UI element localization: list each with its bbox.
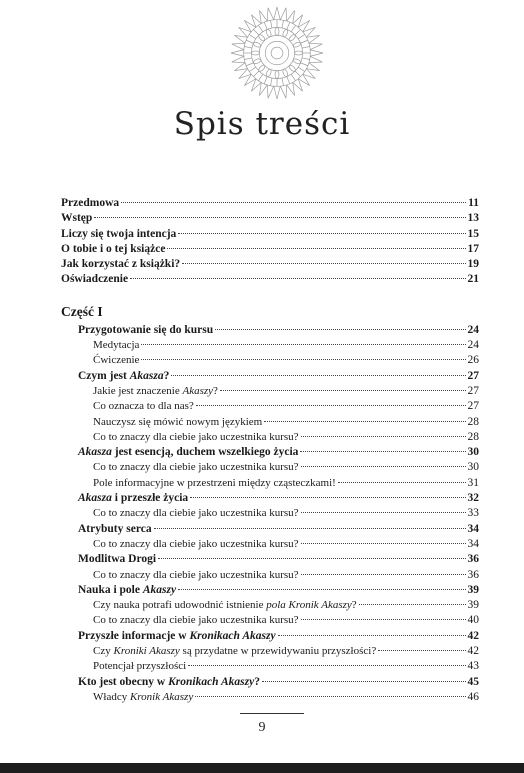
toc-page-number: 27: [467, 369, 479, 382]
toc-entry-label: [78, 369, 169, 384]
dot-leader: [130, 268, 465, 279]
toc-entry-text: Modlitwa Drogi: [78, 553, 157, 566]
toc-entry-label: [93, 659, 186, 674]
dot-leader: [171, 365, 465, 376]
toc-entry-text: O tobie i o tej książce: [61, 242, 166, 255]
toc-entry-label: [78, 445, 298, 460]
toc-entry-text: Przygotowanie się do kursu: [78, 323, 214, 336]
toc-entry-text: Co oznacza to dla nas?: [93, 400, 194, 413]
toc-entry-label: [93, 353, 139, 368]
toc-entry-text: i przeszłe życia: [111, 492, 189, 505]
toc-page-number: 34: [467, 537, 479, 550]
toc-entry-text: Kronik Akaszy: [129, 690, 194, 703]
toc-entry-label: [61, 211, 92, 226]
toc-page-number: 24: [467, 323, 479, 336]
dot-leader: [182, 253, 465, 264]
dot-leader: [188, 655, 465, 666]
dot-leader: [278, 625, 466, 636]
toc-entry: [61, 271, 479, 286]
bottom-edge-band: [0, 763, 524, 773]
toc-page-number: 39: [467, 583, 479, 596]
toc-page-number: 27: [467, 384, 479, 397]
toc-entry-text: Czy nauka potrafi udowodnić istnienie: [93, 599, 267, 612]
toc-page-number: 46: [467, 690, 479, 703]
toc-entry-label: [78, 491, 188, 506]
dot-leader: [262, 671, 466, 682]
toc-entry-label: [78, 629, 276, 644]
toc-entry-label: [61, 242, 165, 257]
toc-entry-label: [61, 227, 176, 242]
toc-entry-text: jest esencją, duchem wszelkiego życia: [111, 446, 299, 459]
toc-page-number: 42: [467, 645, 479, 658]
toc-page-number: 28: [467, 415, 479, 428]
toc-entry-text: Jakie jest znaczenie: [93, 384, 183, 397]
toc-entry-text: ?: [254, 675, 260, 688]
dot-leader: [94, 207, 465, 218]
dot-leader: [338, 472, 466, 483]
toc-page-number: 40: [467, 614, 479, 627]
toc-page-number: 13: [467, 212, 479, 225]
toc-entry-label: [93, 338, 139, 353]
dot-leader: [264, 411, 465, 422]
dot-leader: [301, 564, 466, 575]
toc-page-number: 26: [467, 354, 479, 367]
dot-leader: [301, 609, 466, 620]
toc-entry-text: Potencjał przyszłości: [93, 660, 187, 673]
toc-entry-text: Co to znaczy dla ciebie jako uczestnika kursu?: [93, 568, 299, 581]
dot-leader: [195, 686, 465, 697]
toc-page-number: 30: [467, 461, 479, 474]
toc-page-number: 39: [467, 599, 479, 612]
dot-leader: [158, 548, 465, 559]
intro-entries: [61, 195, 479, 287]
dot-leader: [359, 594, 466, 605]
dot-leader: [121, 192, 466, 203]
dot-leader: [301, 502, 466, 513]
dot-leader: [301, 456, 466, 467]
dot-leader: [167, 238, 465, 249]
toc-entry-text: Kto jest obecny w: [78, 675, 169, 688]
dot-leader: [154, 518, 466, 529]
toc-entry: [61, 689, 479, 704]
toc-entry-text: Akasza: [129, 369, 164, 382]
toc-page-number: 33: [467, 507, 479, 520]
toc-page-number: 19: [467, 258, 479, 271]
toc-entry-label: [93, 613, 299, 628]
toc-entry-text: ?: [213, 384, 218, 397]
toc-entry-text: Co to znaczy dla ciebie jako uczestnika kursu?: [93, 461, 299, 474]
toc-entry-label: [93, 399, 194, 414]
toc-entry-label: [78, 583, 176, 598]
toc-page-number: 27: [467, 400, 479, 413]
dot-leader: [300, 441, 465, 452]
toc-entry-text: Akasza: [78, 492, 112, 505]
dot-leader: [378, 640, 465, 651]
toc-page-number: 32: [467, 492, 479, 505]
dot-leader: [141, 334, 465, 345]
toc-entry-text: Wstęp: [61, 212, 93, 225]
toc-entry-text: Atrybuty serca: [78, 522, 152, 535]
dot-leader: [196, 395, 466, 406]
toc-page-number: 15: [467, 227, 479, 240]
toc-entry-label: [61, 272, 128, 287]
dot-leader: [178, 223, 465, 234]
toc-entry-text: Jak korzystać z książki?: [61, 258, 181, 271]
table-of-contents: [61, 195, 479, 704]
toc-entry-label: [93, 415, 262, 430]
toc-entry-text: Ćwiczenie: [93, 354, 140, 367]
toc-entry-text: Przyszłe informacje w: [78, 629, 190, 642]
toc-entry-text: Liczy się twoja intencja: [61, 227, 177, 240]
toc-page-number: 21: [467, 273, 479, 286]
dot-leader: [190, 487, 465, 498]
dot-leader: [215, 319, 465, 330]
toc-entry-text: Władcy: [93, 690, 130, 703]
footer-divider: [240, 713, 304, 714]
toc-page-number: 17: [467, 242, 479, 255]
toc-page-number: 36: [467, 553, 479, 566]
toc-entry-text: Nauczysz się mówić nowym językiem: [93, 415, 263, 428]
toc-entry-text: Co to znaczy dla ciebie jako uczestnika kursu?: [93, 507, 299, 520]
toc-entry-text: Co to znaczy dla ciebie jako uczestnika kursu?: [93, 430, 299, 443]
page-number: 9: [258, 720, 266, 735]
toc-page-number: 45: [467, 675, 479, 688]
toc-entry-text: pola Kronik Akaszy: [266, 599, 352, 612]
toc-entry-text: Przedmowa: [61, 197, 120, 209]
mandala-icon: [228, 4, 326, 102]
toc-entry-text: Nauka i pole: [78, 583, 143, 596]
dot-leader: [178, 579, 465, 590]
toc-entry-text: Medytacja: [93, 339, 140, 352]
toc-page-number: 28: [467, 430, 479, 443]
toc-entry-text: Czy: [93, 645, 114, 658]
page-title: Spis treści: [173, 106, 351, 142]
toc-entry-text: Co to znaczy dla ciebie jako uczestnika kursu?: [93, 614, 299, 627]
toc-entry-text: ?: [351, 599, 357, 612]
toc-entry-label: [93, 690, 193, 705]
toc-entry-label: [78, 522, 152, 537]
toc-entry-text: Oświadczenie: [61, 273, 129, 286]
toc-entry-text: Co to znaczy dla ciebie jako uczestnika kursu?: [93, 537, 299, 550]
dot-leader: [301, 426, 466, 437]
toc-page-number: 42: [467, 629, 479, 642]
toc-page-number: 31: [467, 476, 479, 489]
toc-entry-text: są przydatne w przewidywaniu przyszłości?: [179, 645, 377, 658]
toc-entry-text: Akaszy: [142, 583, 177, 596]
toc-entry-label: [93, 430, 299, 445]
dot-leader: [141, 349, 465, 360]
toc-page-number: 43: [467, 660, 479, 673]
toc-page-number: 34: [467, 522, 479, 535]
toc-entry-label: [78, 552, 156, 567]
toc-page-number: 24: [467, 339, 479, 352]
toc-entry-text: Akaszy: [182, 384, 214, 397]
toc-entry-text: Kronikach Akaszy: [189, 629, 276, 642]
toc-entry-text: ?: [163, 369, 170, 382]
part-heading: Część I: [61, 303, 103, 319]
toc-entry-text: Kronikach Akaszy: [168, 675, 255, 688]
toc-page-number: 36: [467, 568, 479, 581]
toc-entry-text: Czym jest: [78, 369, 130, 382]
toc-entry-label: [93, 460, 299, 475]
toc-page-number: 11: [468, 197, 479, 209]
toc-entry-text: Akasza: [78, 446, 112, 459]
dot-leader: [220, 380, 466, 391]
toc-entry-text: Kroniki Akaszy: [113, 645, 180, 658]
toc-entry-text: Pole informacyjne w przestrzeni między cząsteczkami!: [93, 476, 336, 489]
toc-page-number: 30: [467, 446, 479, 459]
dot-leader: [301, 533, 466, 544]
part-entries: [61, 322, 479, 704]
